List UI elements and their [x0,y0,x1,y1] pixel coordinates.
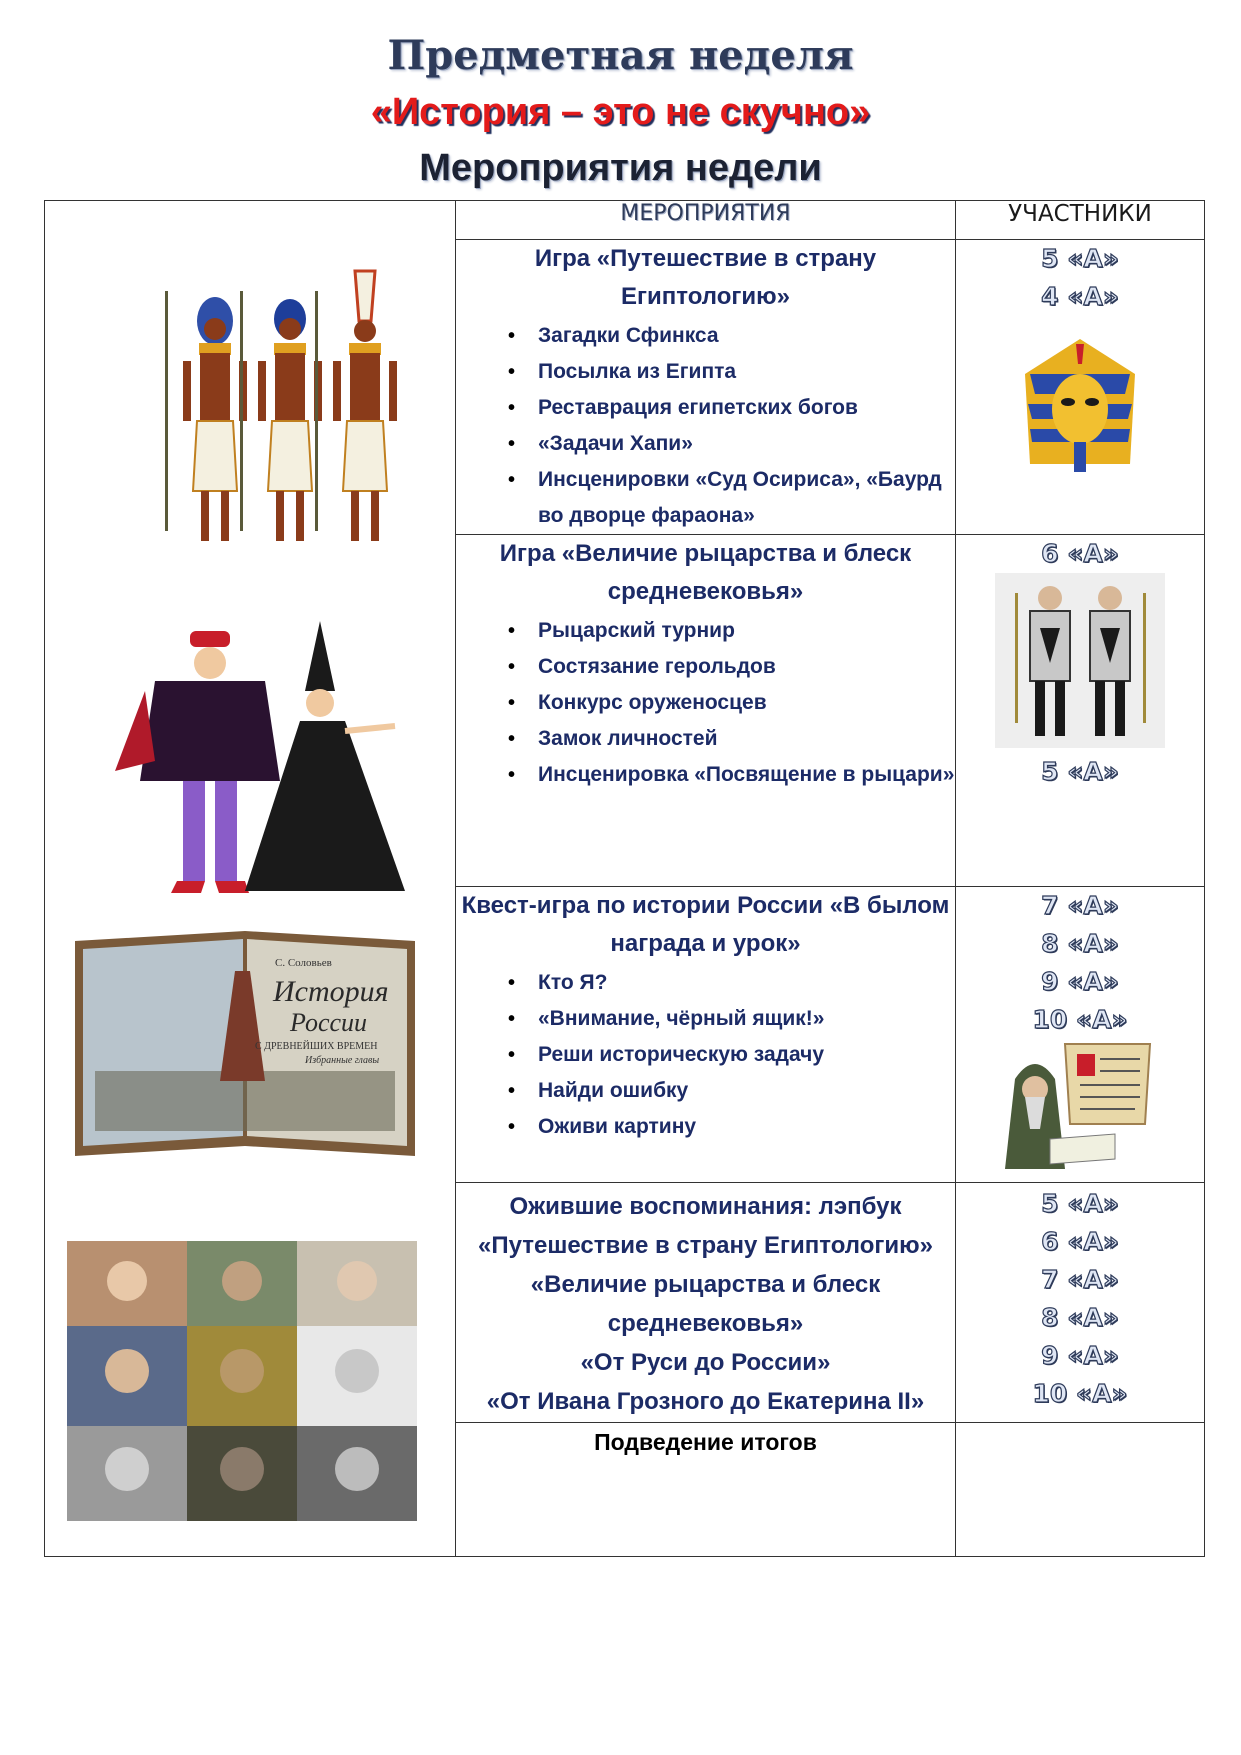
book-subtitle-text-2: Избранные главы [305,1055,380,1066]
list-item: • Инсценировки «Суд Осириса», «Баурд во дворце фараона» [508,462,955,534]
event-title: Квест-игра по истории России «В былом награда и урок» [461,892,950,957]
pharaoh-mask-icon [1010,334,1150,484]
event-items-list [456,613,955,793]
list-item: • Замок личностей [508,721,955,757]
table-header-row [45,201,1205,240]
book-subtitle-text: С ДРЕВНЕЙШИХ ВРЕМЕН [255,1041,378,1052]
event-title-line: «Величие рыцарства и блеск средневековья» [530,1271,881,1337]
page-subtitle: «История – это не скучно» [370,91,871,133]
event-title: Игра «Величие рыцарства и блеск средневековья» [499,540,912,605]
grade-label: 10 «А» [1032,1005,1128,1034]
event-title: Подведение итогов [594,1429,817,1455]
list-item: • «Внимание, чёрный ящик!» [508,1001,955,1037]
list-item: • Кто Я? [508,965,955,1001]
list-item: • Реши историческую задачу [508,1037,955,1073]
grade-label: 5 «А» [1041,757,1119,786]
list-item: • Посылка из Египта [508,354,955,390]
grade-label: 5 «А» [1041,1189,1119,1218]
illustrations-column [45,201,456,1557]
event-title: Игра «Путешествие в страну Египтологию» [534,245,877,310]
event-cell [456,535,956,887]
event-title-line: «Путешествие в страну Египтологию» [478,1232,933,1259]
participants-cell [956,1423,1205,1557]
grade-label: 6 «А» [1041,539,1119,568]
event-cell [456,240,956,535]
event-title-line: «От Ивана Грозного до Екатерина II» [486,1388,925,1415]
list-item: • Конкурс оруженосцев [508,685,955,721]
grade-label: 6 «А» [1041,1227,1119,1256]
event-cell [456,1183,956,1423]
list-item: • Реставрация египетских богов [508,390,955,426]
egyptian-figures-illustration [45,201,456,1551]
list-item: • «Задачи Хапи» [508,426,955,462]
grade-label: 8 «А» [1041,1303,1119,1332]
medieval-couple-illustration [115,621,405,893]
book-author-text: С. Соловьев [275,957,332,969]
grade-label: 7 «А» [1041,891,1119,920]
participants-cell [956,1183,1205,1423]
grade-label: 5 «А» [1041,244,1119,273]
grade-label: 4 «А» [1041,282,1119,311]
list-item: • Рыцарский турнир [508,613,955,649]
participants-cell [956,535,1205,887]
grade-label: 9 «А» [1041,967,1119,996]
event-title-line: Ожившие воспоминания: лэпбук [509,1193,902,1220]
book-title-text-2: России [290,1008,368,1037]
chronicler-monk-icon [1005,1039,1155,1169]
book-title-text-1: История [273,975,389,1008]
page-title: Предметная неделя [387,32,854,79]
event-cell [456,1423,956,1557]
list-item: • Найди ошибку [508,1073,955,1109]
page-header [0,28,1241,196]
russian-history-book-illustration [75,931,415,1156]
event-items-list [456,318,955,534]
event-cell [456,887,956,1183]
list-item: • Загадки Сфинкса [508,318,955,354]
heralds-icon [995,573,1165,748]
portrait-collage-illustration [67,1241,417,1521]
list-item: • Оживи картину [508,1109,955,1145]
grade-label: 8 «А» [1041,929,1119,958]
event-title-line: «От Руси до России» [580,1349,831,1376]
grade-label: 9 «А» [1041,1341,1119,1370]
events-table [44,200,1205,1557]
event-items-list [456,965,955,1145]
participants-column-header: УЧАСТНИКИ [956,201,1205,240]
events-column-header: МЕРОПРИЯТИЯ [456,201,956,240]
grade-label: 7 «А» [1041,1265,1119,1294]
list-item: • Инсценировка «Посвящение в рыцари» [508,757,955,793]
participants-cell [956,887,1205,1183]
egyptian-figure-icon [165,291,247,541]
list-item: • Состязание герольдов [508,649,955,685]
section-title: Мероприятия недели [419,147,822,189]
grade-label: 10 «А» [1032,1379,1128,1408]
participants-cell [956,240,1205,535]
